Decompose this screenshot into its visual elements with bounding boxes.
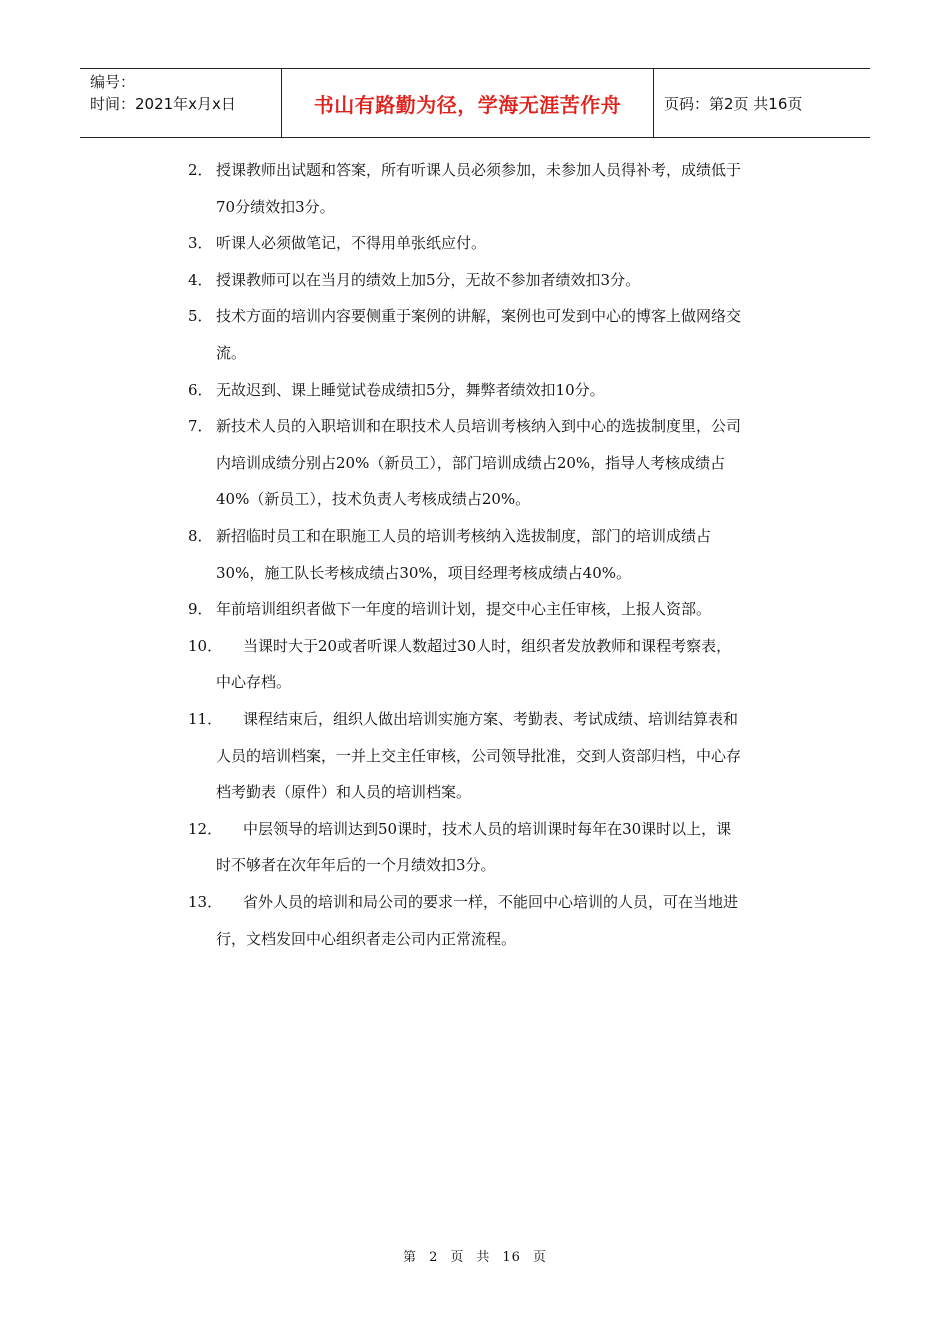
list-item-line: 流。 [216, 344, 247, 362]
list-item-line: 技术方面的培训内容要侧重于案例的讲解，案例也可发到中心的博客上做网络交 [216, 307, 742, 326]
list-item-number: 9． [188, 600, 213, 619]
page-footer [0, 1246, 950, 1265]
footer-part: 2 [429, 1250, 439, 1265]
header-motto: 书山有路勤为径，学海无涯苦作舟 [282, 69, 654, 137]
list-item-number: 7． [188, 417, 213, 436]
header-number-label: 编号： [90, 73, 136, 91]
list-item-line: 新招临时员工和在职施工人员的培训考核纳入选拔制度，部门的培训成绩占 [216, 527, 712, 545]
list-item-number: 5． [188, 307, 213, 326]
list-item-number: 3． [188, 234, 213, 253]
list-item-number: 10． [188, 636, 223, 655]
list-item-line: 授课教师可以在当月的绩效上加5分，无故不参加者绩效扣3分。 [216, 270, 641, 289]
list-item-line: 40%（新员工），技术负责人考核成绩占20%。 [216, 490, 531, 509]
list-item-number: 8． [188, 527, 213, 545]
list-item-number: 4． [188, 270, 213, 289]
list-item-line: 新技术人员的入职培训和在职技术人员培训考核纳入到中心的选拔制度里，公司 [216, 417, 742, 436]
list-item-line: 课程结束后，组织人做出培训实施方案、考勤表、考试成绩、培训结算表和 [243, 710, 739, 728]
list-item-line: 中心存档。 [216, 673, 292, 692]
list-item-line: 70分绩效扣3分。 [216, 197, 335, 216]
footer-part: 页 [450, 1250, 465, 1265]
footer-part: 第 [403, 1250, 418, 1265]
footer-part: 16 [502, 1250, 521, 1265]
list-item-line: 无故迟到、课上睡觉试卷成绩扣5分，舞弊者绩效扣10分。 [216, 380, 605, 399]
header-page-info: 页码：第2页 共16页 [664, 94, 803, 113]
list-item-line: 时不够者在次年年后的一个月绩效扣3分。 [216, 856, 496, 875]
footer-part: 页 [532, 1250, 547, 1265]
header-meta [80, 69, 282, 137]
list-item-number: 6． [188, 380, 213, 399]
list-item-line: 人员的培训档案，一并上交主任审核，公司领导批准，交到人资部归档，中心存 [216, 746, 742, 765]
list-item-line: 中层领导的培训达到50课时，技术人员的培训课时每年在30课时以上，课 [243, 819, 732, 838]
list-item-number: 13． [188, 893, 223, 911]
list-item-line: 档考勤表（原件）和人员的培训档案。 [216, 783, 472, 802]
list-item-number: 12． [188, 819, 223, 838]
list-item-number: 11． [188, 710, 223, 728]
list-item-line: 内培训成绩分别占20%（新员工），部门培训成绩占20%，指导人考核成绩占 [216, 453, 726, 472]
footer-part: 共 [476, 1250, 491, 1265]
list-item-line: 30%，施工队长考核成绩占30%，项目经理考核成绩占40%。 [216, 563, 632, 582]
list-item-line: 行，文档发回中心组织者走公司内正常流程。 [216, 929, 517, 948]
header-time-label: 时间：2021年x月x日 [90, 95, 236, 113]
list-item-line: 授课教师出试题和答案，所有听课人员必须参加，未参加人员得补考，成绩低于 [216, 161, 742, 179]
list-item-line: 年前培训组织者做下一年度的培训计划，提交中心主任审核，上报人资部。 [216, 600, 712, 619]
list-item-line: 当课时大于20或者听课人数超过30人时，组织者发放教师和课程考察表， [243, 636, 732, 655]
list-item-number: 2． [188, 161, 213, 179]
list-item-line: 省外人员的培训和局公司的要求一样，不能回中心培训的人员，可在当地进 [243, 893, 739, 911]
list-item-line: 听课人必须做笔记，不得用单张纸应付。 [216, 234, 487, 253]
page-header [80, 68, 870, 138]
